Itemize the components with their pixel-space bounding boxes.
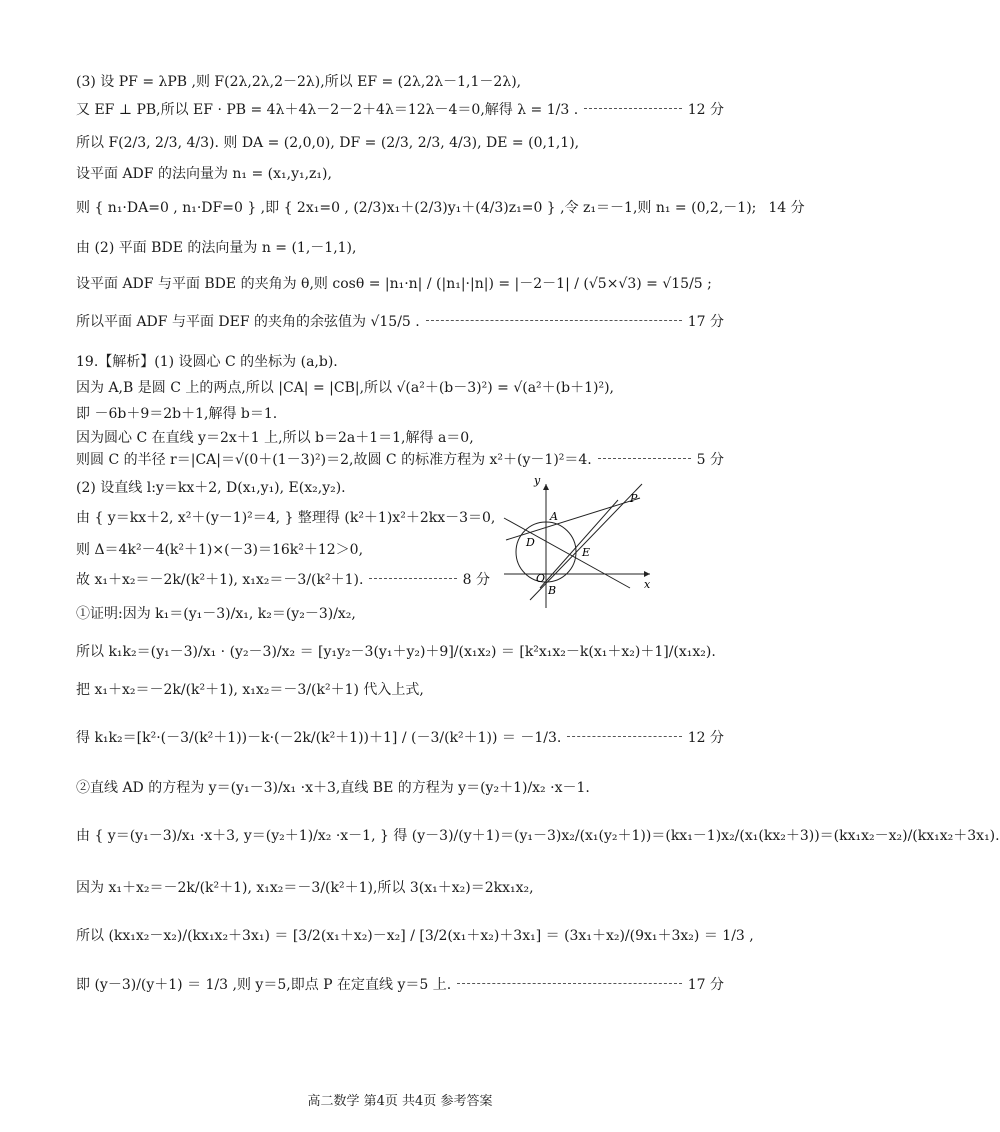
label-x: x bbox=[644, 578, 651, 591]
score-mark: 17 分 bbox=[687, 314, 724, 330]
text-line: 因为圆心 C 在直线 y＝2x＋1 上,所以 b＝2a＋1＝1,解得 a＝0, bbox=[76, 430, 474, 446]
section-heading: 19.【解析】(1) 设圆心 C 的坐标为 (a,b). bbox=[76, 354, 338, 370]
text-line: 把 x₁＋x₂＝－2k/(k²＋1), x₁x₂＝－3/(k²＋1) 代入上式, bbox=[76, 682, 424, 698]
text-line: 由 (2) 平面 BDE 的法向量为 n = (1,－1,1), bbox=[76, 240, 357, 256]
text-line: 所以 k₁k₂＝(y₁－3)/x₁ · (y₂－3)/x₂ ＝ [y₁y₂－3(y₁＋y₂)＋9]/(x₁x₂) ＝ [k²x₁x₂－k(x₁＋x₂)＋1]/(x₁x₂). bbox=[76, 644, 716, 660]
score-mark: 5 分 bbox=[696, 452, 724, 468]
score-mark: 17 分 bbox=[687, 977, 724, 993]
score-mark: 12 分 bbox=[687, 102, 724, 118]
y-axis-arrow bbox=[543, 484, 549, 490]
text-line: (2) 设直线 l:y＝kx＋2, D(x₁,y₁), E(x₂,y₂). bbox=[76, 480, 346, 496]
text-line: 即 (y－3)/(y＋1) ＝ 1/3 ,则 y＝5,即点 P 在定直线 y＝5 上. 17 分 bbox=[76, 977, 724, 993]
circle-geometry-figure bbox=[500, 474, 660, 618]
label-d: D bbox=[526, 536, 535, 549]
score-mark: 8 分 bbox=[462, 572, 490, 588]
text-line: 由 { y＝kx＋2, x²＋(y－1)²＝4, } 整理得 (k²＋1)x²＋2kx－3＝0, bbox=[76, 510, 496, 526]
text-line: 得 k₁k₂＝[k²·(－3/(k²＋1))－k·(－2k/(k²＋1))＋1] / (－3/(k²＋1)) ＝ －1/3. 12 分 bbox=[76, 730, 724, 746]
label-y: y bbox=[534, 474, 541, 487]
label-o: O bbox=[536, 572, 546, 585]
label-b: B bbox=[548, 584, 557, 597]
text-line: 设平面 ADF 的法向量为 n₁ = (x₁,y₁,z₁), bbox=[76, 166, 332, 182]
text-line: 则 { n₁·DA=0 , n₁·DF=0 } ,即 { 2x₁=0 , (2/3)x₁＋(2/3)y₁＋(4/3)z₁=0 } ,令 z₁＝－1,则 n₁ = (0,2,－1); 14 分 bbox=[76, 200, 805, 216]
text-line: 故 x₁＋x₂＝－2k/(k²＋1), x₁x₂＝－3/(k²＋1). 8 分 bbox=[76, 572, 490, 588]
text-line: 设平面 ADF 与平面 BDE 的夹角为 θ,则 cosθ = |n₁·n| / (|n₁|·|n|) = |－2－1| / (√5×√3) = √15/5 ; bbox=[76, 276, 712, 292]
label-a: A bbox=[550, 510, 558, 523]
x-axis-arrow bbox=[644, 571, 650, 577]
label-e: E bbox=[582, 546, 591, 559]
score-mark: 14 分 bbox=[768, 200, 805, 216]
text-line: 所以平面 ADF 与平面 DEF 的夹角的余弦值为 √15/5 . 17 分 bbox=[76, 314, 724, 330]
page-footer: 高二数学 第4页 共4页 参考答案 bbox=[307, 1094, 493, 1109]
text-line: 又 EF ⊥ PB,所以 EF · PB = 4λ＋4λ－2－2＋4λ＝12λ－4＝0,解得 λ = 1/3 . 12 分 bbox=[76, 102, 724, 118]
text-line: ①证明:因为 k₁＝(y₁－3)/x₁, k₂＝(y₂－3)/x₂, bbox=[76, 606, 356, 622]
text-line: 则圆 C 的半径 r＝|CA|＝√(0＋(1－3)²)＝2,故圆 C 的标准方程为 x²＋(y－1)²＝4. 5 分 bbox=[76, 452, 724, 468]
text-line: 即 －6b＋9＝2b＋1,解得 b＝1. bbox=[76, 406, 278, 422]
text-line: 因为 A,B 是圆 C 上的两点,所以 |CA| = |CB|,所以 √(a²＋(b－3)²) = √(a²＋(b＋1)²), bbox=[76, 380, 614, 396]
text-line: ②直线 AD 的方程为 y＝(y₁－3)/x₁ ·x＋3,直线 BE 的方程为 y＝(y₂＋1)/x₂ ·x－1. bbox=[76, 780, 590, 796]
label-p: P bbox=[630, 492, 638, 505]
text-line: 由 { y＝(y₁－3)/x₁ ·x＋3, y＝(y₂＋1)/x₂ ·x－1, } 得 (y－3)/(y＋1)＝(y₁－3)x₂/(x₁(y₂＋1))＝(kx₁－1)x₂/(x₁(kx₂＋3))＝(kx₁x₂－x₂)/(kx₁x₂＋3x₁). bbox=[76, 828, 1000, 844]
text-line: 则 Δ＝4k²－4(k²＋1)×(－3)＝16k²＋12＞0, bbox=[76, 542, 364, 558]
score-mark: 12 分 bbox=[687, 730, 724, 746]
text-line: 所以 F(2/3, 2/3, 4/3). 则 DA = (2,0,0), DF = (2/3, 2/3, 4/3), DE = (0,1,1), bbox=[76, 135, 580, 151]
line-l bbox=[506, 498, 640, 540]
line-through-e bbox=[504, 518, 630, 588]
text-line: 因为 x₁＋x₂＝－2k/(k²＋1), x₁x₂＝－3/(k²＋1),所以 3(x₁＋x₂)＝2kx₁x₂, bbox=[76, 880, 534, 896]
text-line: (3) 设 PF = λPB ,则 F(2λ,2λ,2－2λ),所以 EF = (2λ,2λ－1,1－2λ), bbox=[76, 74, 522, 90]
text-line: 所以 (kx₁x₂－x₂)/(kx₁x₂＋3x₁) ＝ [3/2(x₁＋x₂)－x₂] / [3/2(x₁＋x₂)＋3x₁] ＝ (3x₁＋x₂)/(9x₁＋3x₂) ＝ 1/3 , bbox=[76, 928, 754, 944]
